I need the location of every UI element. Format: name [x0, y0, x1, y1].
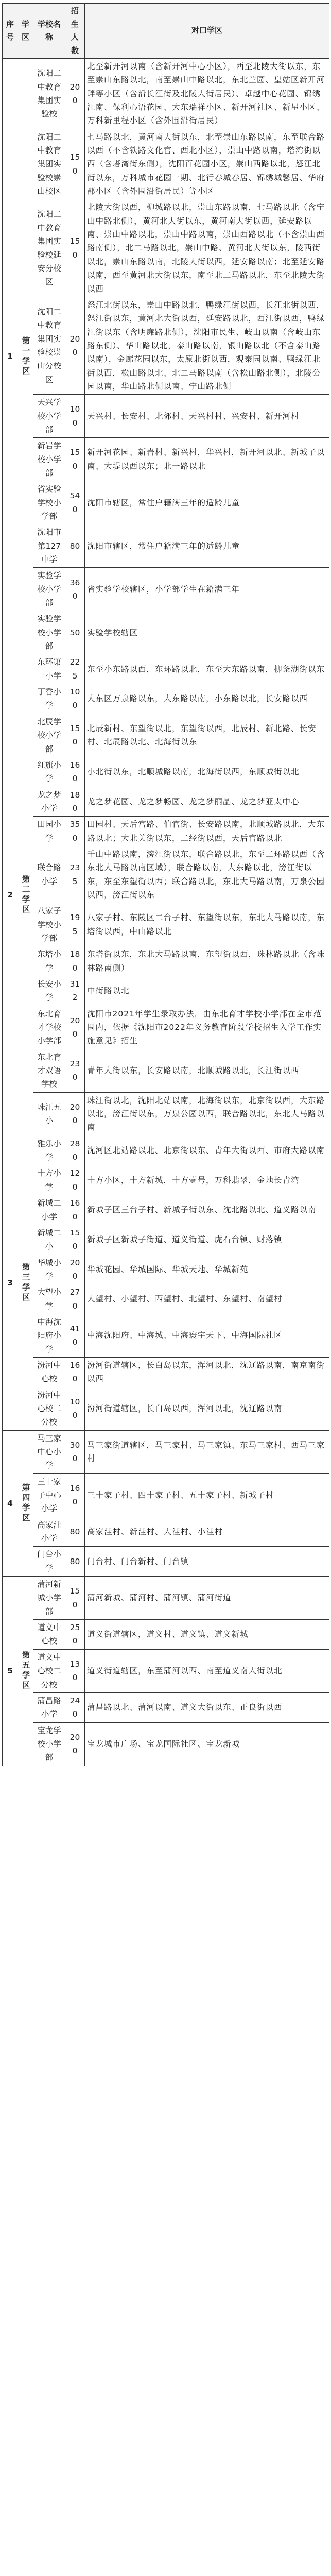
school-name: 马三家中心小学 [33, 1430, 65, 1473]
enrollment-count: 180 [65, 946, 85, 976]
school-name: 省实验学校小学部 [33, 481, 65, 524]
catchment-area: 中海沈阳府、中海城、中海寰宇天下、中海国际社区 [85, 1314, 329, 1357]
table-row [3, 684, 329, 714]
catchment-area: 华城花园、华城国际、华城天地、华城新苑 [85, 1255, 329, 1284]
enrollment-count: 200 [65, 1092, 85, 1136]
zone-number: 2 [3, 654, 18, 1136]
school-name: 大望小学 [33, 1284, 65, 1314]
table-row [3, 1006, 329, 1049]
school-name: 蒲河新城小学部 [33, 1577, 65, 1620]
school-name: 高家洼小学 [33, 1517, 65, 1547]
zone-number: 5 [3, 1577, 18, 1766]
catchment-area: 门台村、门台新村、门台镇 [85, 1547, 329, 1577]
zone-district: 第五学区 [18, 1577, 33, 1766]
table-row [3, 1649, 329, 1692]
table-row [3, 568, 329, 611]
table-row [3, 129, 329, 199]
table-row [3, 1473, 329, 1517]
catchment-area: 省实验学校辖区，小学部学生在籍满三年 [85, 568, 329, 611]
catchment-area: 中街路以北 [85, 976, 329, 1006]
table-row [3, 297, 329, 394]
school-name: 八家子学校小学部 [33, 903, 65, 946]
table-row [3, 395, 329, 438]
school-name: 蒲昌路小学 [33, 1692, 65, 1722]
table-row [3, 1092, 329, 1136]
enrollment-count: 50 [65, 611, 85, 654]
table-row [3, 1387, 329, 1430]
catchment-area: 千山中路以南，滂江街以东，联合路以北，东至二环路以西（含东北大马路以南区域），联合路以南，大东路以北，滂江街以东，东至东望街以西；联合路以北，东北大马路以南，万泉公园以西，滂江街以东 [85, 846, 329, 903]
catchment-area: 北至新开河以南（含新开河中心小区），西至北陵大街以东，东至崇山东路以北，南至崇山中路以北，东北兰园、皇姑区新开河畔等小区（含沿长江街及北陵大街居民）、卓越中心花园、锦绣江南、保利心语花园、大东瑞祥小区、新开河社区、新星小区、万科新里程小区（含外围沿街居民） [85, 59, 329, 129]
catchment-area: 沈阳市辖区，常住户籍满三年的适龄儿童 [85, 481, 329, 524]
zone-district: 第四学区 [18, 1430, 33, 1576]
table-row [3, 1692, 329, 1722]
enrollment-count: 250 [65, 1620, 85, 1650]
enrollment-count: 100 [65, 684, 85, 714]
table-row [3, 1225, 329, 1255]
enrollment-count: 100 [65, 1387, 85, 1430]
enrollment-count: 230 [65, 1049, 85, 1092]
header-district: 学区 [18, 4, 33, 59]
zone-number: 1 [3, 59, 18, 654]
catchment-area: 蒲昌路以北、蒲河以南、道义大街以东、正良街以西 [85, 1692, 329, 1722]
table-row [3, 1547, 329, 1577]
enrollment-count: 280 [65, 1136, 85, 1165]
school-name: 东北育才学校小学部 [33, 1006, 65, 1049]
enrollment-count: 150 [65, 438, 85, 481]
school-name: 东塔小学 [33, 946, 65, 976]
catchment-area: 东塔街以东，东北大马路以南，东望街以西，珠林路以北（含珠林路南侧） [85, 946, 329, 976]
table-row [3, 611, 329, 654]
table-row [3, 1195, 329, 1225]
catchment-area: 田园村、天后宫路、伯官街、长安路以南，北顺城路以北，大东路以北；大北关街以东，二经街以西，天后宫路以北 [85, 817, 329, 846]
school-name: 宝龙学校小学部 [33, 1722, 65, 1766]
school-name: 新岩学校小学部 [33, 438, 65, 481]
catchment-area: 蒲河新城、蒲河村、蒲河镇、蒲河街道 [85, 1577, 329, 1620]
table-row [3, 1430, 329, 1473]
catchment-area: 马三家街道辖区，马三家村、马三家镇、东马三家村、西马三家村 [85, 1430, 329, 1473]
enrollment-count: 130 [65, 1649, 85, 1692]
school-name: 东北育才双语学校 [33, 1049, 65, 1092]
catchment-area: 新城子区新城子街道、道义街道、虎石台镇、财落镇 [85, 1225, 329, 1255]
enrollment-count: 300 [65, 1430, 85, 1473]
table-row [3, 757, 329, 787]
table-row [3, 481, 329, 524]
enrollment-count: 270 [65, 1284, 85, 1314]
enrollment-count: 160 [65, 1357, 85, 1387]
catchment-area: 八家子村、东陵区二台子村、东望街以东，东北大马路以南，东塔街以西，中山路以北 [85, 903, 329, 946]
table-row [3, 438, 329, 481]
school-name: 汾河中心校 [33, 1357, 65, 1387]
catchment-area: 十方小区，十方新城，十方壹号，万科翡翠，金地长青湾 [85, 1165, 329, 1195]
enrollment-count: 160 [65, 757, 85, 787]
table-row [3, 1165, 329, 1195]
enrollment-count: 150 [65, 714, 85, 757]
school-name: 十方小学 [33, 1165, 65, 1195]
catchment-area: 沈阳市2021年学生录取办法，由东北育才学校小学部在全市范围内，依据《沈阳市2022年义务教育阶段学校招生入学工作实施意见》招生 [85, 1006, 329, 1049]
school-name: 实验学校小学部 [33, 568, 65, 611]
catchment-area: 汾河街道辖区，长白岛以西，浑河以北，沈辽路以南 [85, 1387, 329, 1430]
school-name: 中海沈阳府小学 [33, 1314, 65, 1357]
catchment-area: 龙之梦花园、龙之梦畅园、龙之梦丽晶、龙之梦亚太中心 [85, 787, 329, 817]
school-name: 道义中心校二分校 [33, 1649, 65, 1692]
enrollment-count: 240 [65, 1692, 85, 1722]
table-row [3, 1577, 329, 1620]
catchment-area: 大东区万泉路以东，大东路以南，小东路以北，长安路以西 [85, 684, 329, 714]
catchment-area: 青年大街以东，长安路以南，北顺城路以北，长江街以西 [85, 1049, 329, 1092]
zone-district: 第三学区 [18, 1136, 33, 1430]
enrollment-count: 312 [65, 976, 85, 1006]
enrollment-count: 200 [65, 1255, 85, 1284]
table-row [3, 524, 329, 568]
catchment-area: 高家洼村、新洼村、大洼村、小洼村 [85, 1517, 329, 1547]
enrollment-count: 100 [65, 395, 85, 438]
catchment-area: 珠江街以北，沈阳北站以南，北海街以东，北京街以西，大东路以北，滂江街以东，万泉公园以西，联合路以北，东北大马路以南 [85, 1092, 329, 1136]
enrollment-count: 180 [65, 787, 85, 817]
table-row [3, 1284, 329, 1314]
enrollment-count: 160 [65, 1473, 85, 1517]
enrollment-count: 410 [65, 1314, 85, 1357]
table-row [3, 1517, 329, 1547]
table-row [3, 59, 329, 129]
table-row [3, 846, 329, 903]
school-name: 新城二小学 [33, 1195, 65, 1225]
enrollment-count: 350 [65, 817, 85, 846]
school-name: 沈阳二中教育集团实验校崇山分校区 [33, 297, 65, 394]
enrollment-count: 540 [65, 481, 85, 524]
school-name: 沈阳二中教育集团实验校延安分校区 [33, 199, 65, 297]
school-name: 华城小学 [33, 1255, 65, 1284]
catchment-area: 道义街道辖区，道义村、道义镇、道义新城 [85, 1620, 329, 1650]
school-name: 新城二小 [33, 1225, 65, 1255]
table-row [3, 1255, 329, 1284]
header-area: 对口学区 [85, 4, 329, 59]
table-row [3, 1722, 329, 1766]
enrollment-count: 150 [65, 1577, 85, 1620]
catchment-area: 怒江北街以东，崇山中路以北，鸭绿江街以西，长江北街以西，怒江街以东，黄河北大街以西，延安路以北，西江街以西，鸭绿江街以东（含明廉路北侧），沈阳市民生、岐山以南（含岐山东路东侧）、华山路以北，泰山路以南，银山路以北（不含泰山路以南），金廊花园以东，太原北街以西，观泰园以南、鸭绿江北街以西，松山路以北、北二马路以南（含松山路北侧），北陵公园以南，华山路北侧以南、宁山路北侧 [85, 297, 329, 394]
table-row [3, 1049, 329, 1092]
header-row [3, 4, 329, 59]
catchment-area: 实验学校辖区 [85, 611, 329, 654]
school-name: 沈阳二中教育集团实验校 [33, 59, 65, 129]
school-name: 沈阳二中教育集团实验校崇山校区 [33, 129, 65, 199]
enrollment-count: 150 [65, 1225, 85, 1255]
enrollment-count: 360 [65, 568, 85, 611]
school-name: 实验学校小学部 [33, 611, 65, 654]
enrollment-count: 150 [65, 129, 85, 199]
enrollment-count: 200 [65, 1722, 85, 1766]
school-name: 龙之梦小学 [33, 787, 65, 817]
school-name: 田园小学 [33, 817, 65, 846]
table-row [3, 787, 329, 817]
school-name: 北辰学校小学部 [33, 714, 65, 757]
table-row [3, 903, 329, 946]
header-count: 招生人数 [65, 4, 85, 59]
enrollment-count: 200 [65, 59, 85, 129]
zone-number: 3 [3, 1136, 18, 1430]
enrollment-count: 235 [65, 846, 85, 903]
enrollment-count: 195 [65, 903, 85, 946]
enrollment-table [2, 3, 329, 1766]
table-row [3, 199, 329, 297]
table-row [3, 1314, 329, 1357]
table-row [3, 714, 329, 757]
enrollment-count: 160 [65, 1195, 85, 1225]
school-name: 红旗小学 [33, 757, 65, 787]
catchment-area: 北陵大街以西，柳城路以北，崇山东路以南，七马路以北（含宁山中路北侧），黄河北大街以东，黄河南大街以西，延安路以南、崇山中路以北，崇山中路以南，崇山西路以北（不含崇山西路南侧），北二马路以北，崇山中路、黄河北大街以东，陵西街以北，崇山东路以南，北陵大街以西，延安路以南；北至延安路以南，西至黄河北大街以东，南至北二马路以北，东至北陵大街以西 [85, 199, 329, 297]
enrollment-count: 80 [65, 1517, 85, 1547]
header-no: 序号 [3, 4, 18, 59]
catchment-area: 新开河花园、新岩村、新兴村，华兴村，新开河以北、新城子以南、大堤以西以东；北一路以北 [85, 438, 329, 481]
school-name: 门台小学 [33, 1547, 65, 1577]
enrollment-count: 200 [65, 297, 85, 394]
school-name: 联合路小学 [33, 846, 65, 903]
table-body [3, 59, 329, 1766]
school-name: 沈阳市第127中学 [33, 524, 65, 568]
catchment-area: 大望村、小望村、西望村、北望村、东望村、南望村 [85, 1284, 329, 1314]
catchment-area: 宝龙城市广场、宝龙国际社区、宝龙新城 [85, 1722, 329, 1766]
catchment-area: 小北街以东，北顺城路以南，北海街以西，东顺城街以北 [85, 757, 329, 787]
school-name: 汾河中心校二分校 [33, 1387, 65, 1430]
enrollment-count: 200 [65, 1006, 85, 1049]
table-row [3, 817, 329, 846]
table-row [3, 976, 329, 1006]
school-name: 雅乐小学 [33, 1136, 65, 1165]
table-row [3, 1357, 329, 1387]
school-name: 天兴学校小学部 [33, 395, 65, 438]
table-row [3, 1136, 329, 1165]
school-name: 丁香小学 [33, 684, 65, 714]
catchment-area: 汾河街道辖区，长白岛以东，浑河以北，沈辽路以南，南京南街以西 [85, 1357, 329, 1387]
enrollment-count: 80 [65, 524, 85, 568]
school-name: 三十家子中心小学 [33, 1473, 65, 1517]
table-row [3, 946, 329, 976]
catchment-area: 天兴村、长安村、北郊村、天兴村村、兴安村、新开河村 [85, 395, 329, 438]
catchment-area: 沈河区北站路以北、北京街以东、青年大街以西、市府大路以南 [85, 1136, 329, 1165]
enrollment-count: 80 [65, 1547, 85, 1577]
catchment-area: 东至小东路以西，东环路以北，东至大东路以南，柳条湖街以东 [85, 654, 329, 684]
school-name: 东环第一小学 [33, 654, 65, 684]
catchment-area: 道义街道辖区，东至蒲河以西、南至道义南大街以北 [85, 1649, 329, 1692]
school-name: 长安小学 [33, 976, 65, 1006]
school-name: 珠江五小 [33, 1092, 65, 1136]
catchment-area: 新城子区三台子村、新城子街以东、沈北路以北、道义路以南 [85, 1195, 329, 1225]
zone-district: 第二学区 [18, 654, 33, 1136]
school-name: 道义中心校 [33, 1620, 65, 1650]
catchment-area: 三十家子村、四十家子村、五十家子村、新城子村 [85, 1473, 329, 1517]
zone-district: 第一学区 [18, 59, 33, 654]
enrollment-count: 120 [65, 1165, 85, 1195]
enrollment-count: 225 [65, 654, 85, 684]
table-row [3, 1620, 329, 1650]
zone-number: 4 [3, 1430, 18, 1576]
catchment-area: 北辰新村、东望街以北，东望街以西，北辰村、新北路、长安村、北辰路以北、北海街以东 [85, 714, 329, 757]
enrollment-count: 150 [65, 199, 85, 297]
header-school: 学校名称 [33, 4, 65, 59]
table-row [3, 654, 329, 684]
catchment-area: 沈阳市辖区，常住户籍满三年的适龄儿童 [85, 524, 329, 568]
catchment-area: 七马路以北，黄河南大街以东，北至崇山东路以南，东至联合路以西（不含铁路文化宫、西北小区），崇山中路以南，塔湾街以西（含塔湾街东侧），沈阳百花园小区，崇山西路以北，怒江北街以东，万科城市花园一期、北行春城春居、锦绣城馨居、华府郡小区（含外围沿街居民）等小区 [85, 129, 329, 199]
